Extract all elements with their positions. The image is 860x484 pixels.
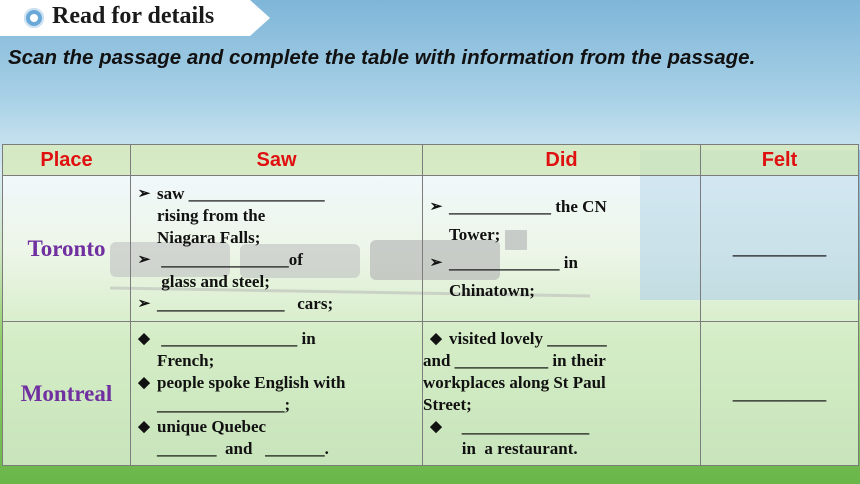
table-header-row — [3, 145, 859, 176]
list-item: ◆ ________________ in French; — [131, 328, 422, 372]
arrow-bullet-icon: ➢ — [429, 198, 443, 215]
list-item: ➢ saw ________________ rising from the Niagara Falls; — [131, 183, 422, 249]
diamond-bullet-icon: ◆ — [430, 330, 442, 347]
header-place: Place — [3, 145, 131, 176]
arrow-bullet-icon: ➢ — [429, 254, 443, 271]
instruction-text: Scan the passage and complete the table with information from the passage. — [8, 46, 756, 69]
list-item: and ___________ in their workplaces along St Paul Street; — [423, 350, 606, 414]
list-item: ➢ ____________ the CN Tower; — [423, 193, 700, 249]
arrow-bullet-icon: ➢ — [137, 295, 151, 312]
list-item: ◆ visited lovely _______ — [423, 328, 700, 350]
did-cell — [423, 176, 701, 322]
info-table — [2, 144, 859, 466]
felt-cell: ___________ — [701, 176, 859, 322]
arrow-bullet-icon: ➢ — [137, 251, 151, 268]
section-title: Read for details — [52, 3, 215, 29]
saw-cell — [131, 176, 423, 322]
arrow-bullet-icon: ➢ — [137, 185, 151, 202]
header-did: Did — [423, 145, 701, 176]
list-item: ◆ unique Quebec _______ and _______. — [131, 416, 422, 460]
list-item: ➢ _______________ cars; — [131, 293, 422, 315]
list-item: ◆ people spoke English with _______________; — [131, 372, 422, 416]
diamond-bullet-icon: ◆ — [138, 374, 150, 391]
table-row-montreal — [3, 322, 859, 466]
header-saw: Saw — [131, 145, 423, 176]
list-item: ◆ _______________ in a restaurant. — [423, 416, 700, 460]
header-felt: Felt — [701, 145, 859, 176]
list-item: ➢ _______________of glass and steel; — [131, 249, 422, 293]
place-montreal: Montreal — [3, 322, 131, 466]
did-cell — [423, 322, 701, 466]
felt-cell: ___________ — [701, 322, 859, 466]
diamond-bullet-icon: ◆ — [138, 418, 150, 435]
table-row-toronto — [3, 176, 859, 322]
circle-bullet-icon — [24, 8, 44, 28]
diamond-bullet-icon: ◆ — [430, 418, 442, 435]
list-item: ➢ _____________ in Chinatown; — [423, 249, 700, 305]
saw-cell — [131, 322, 423, 466]
diamond-bullet-icon: ◆ — [138, 330, 150, 347]
place-toronto: Toronto — [3, 176, 131, 322]
